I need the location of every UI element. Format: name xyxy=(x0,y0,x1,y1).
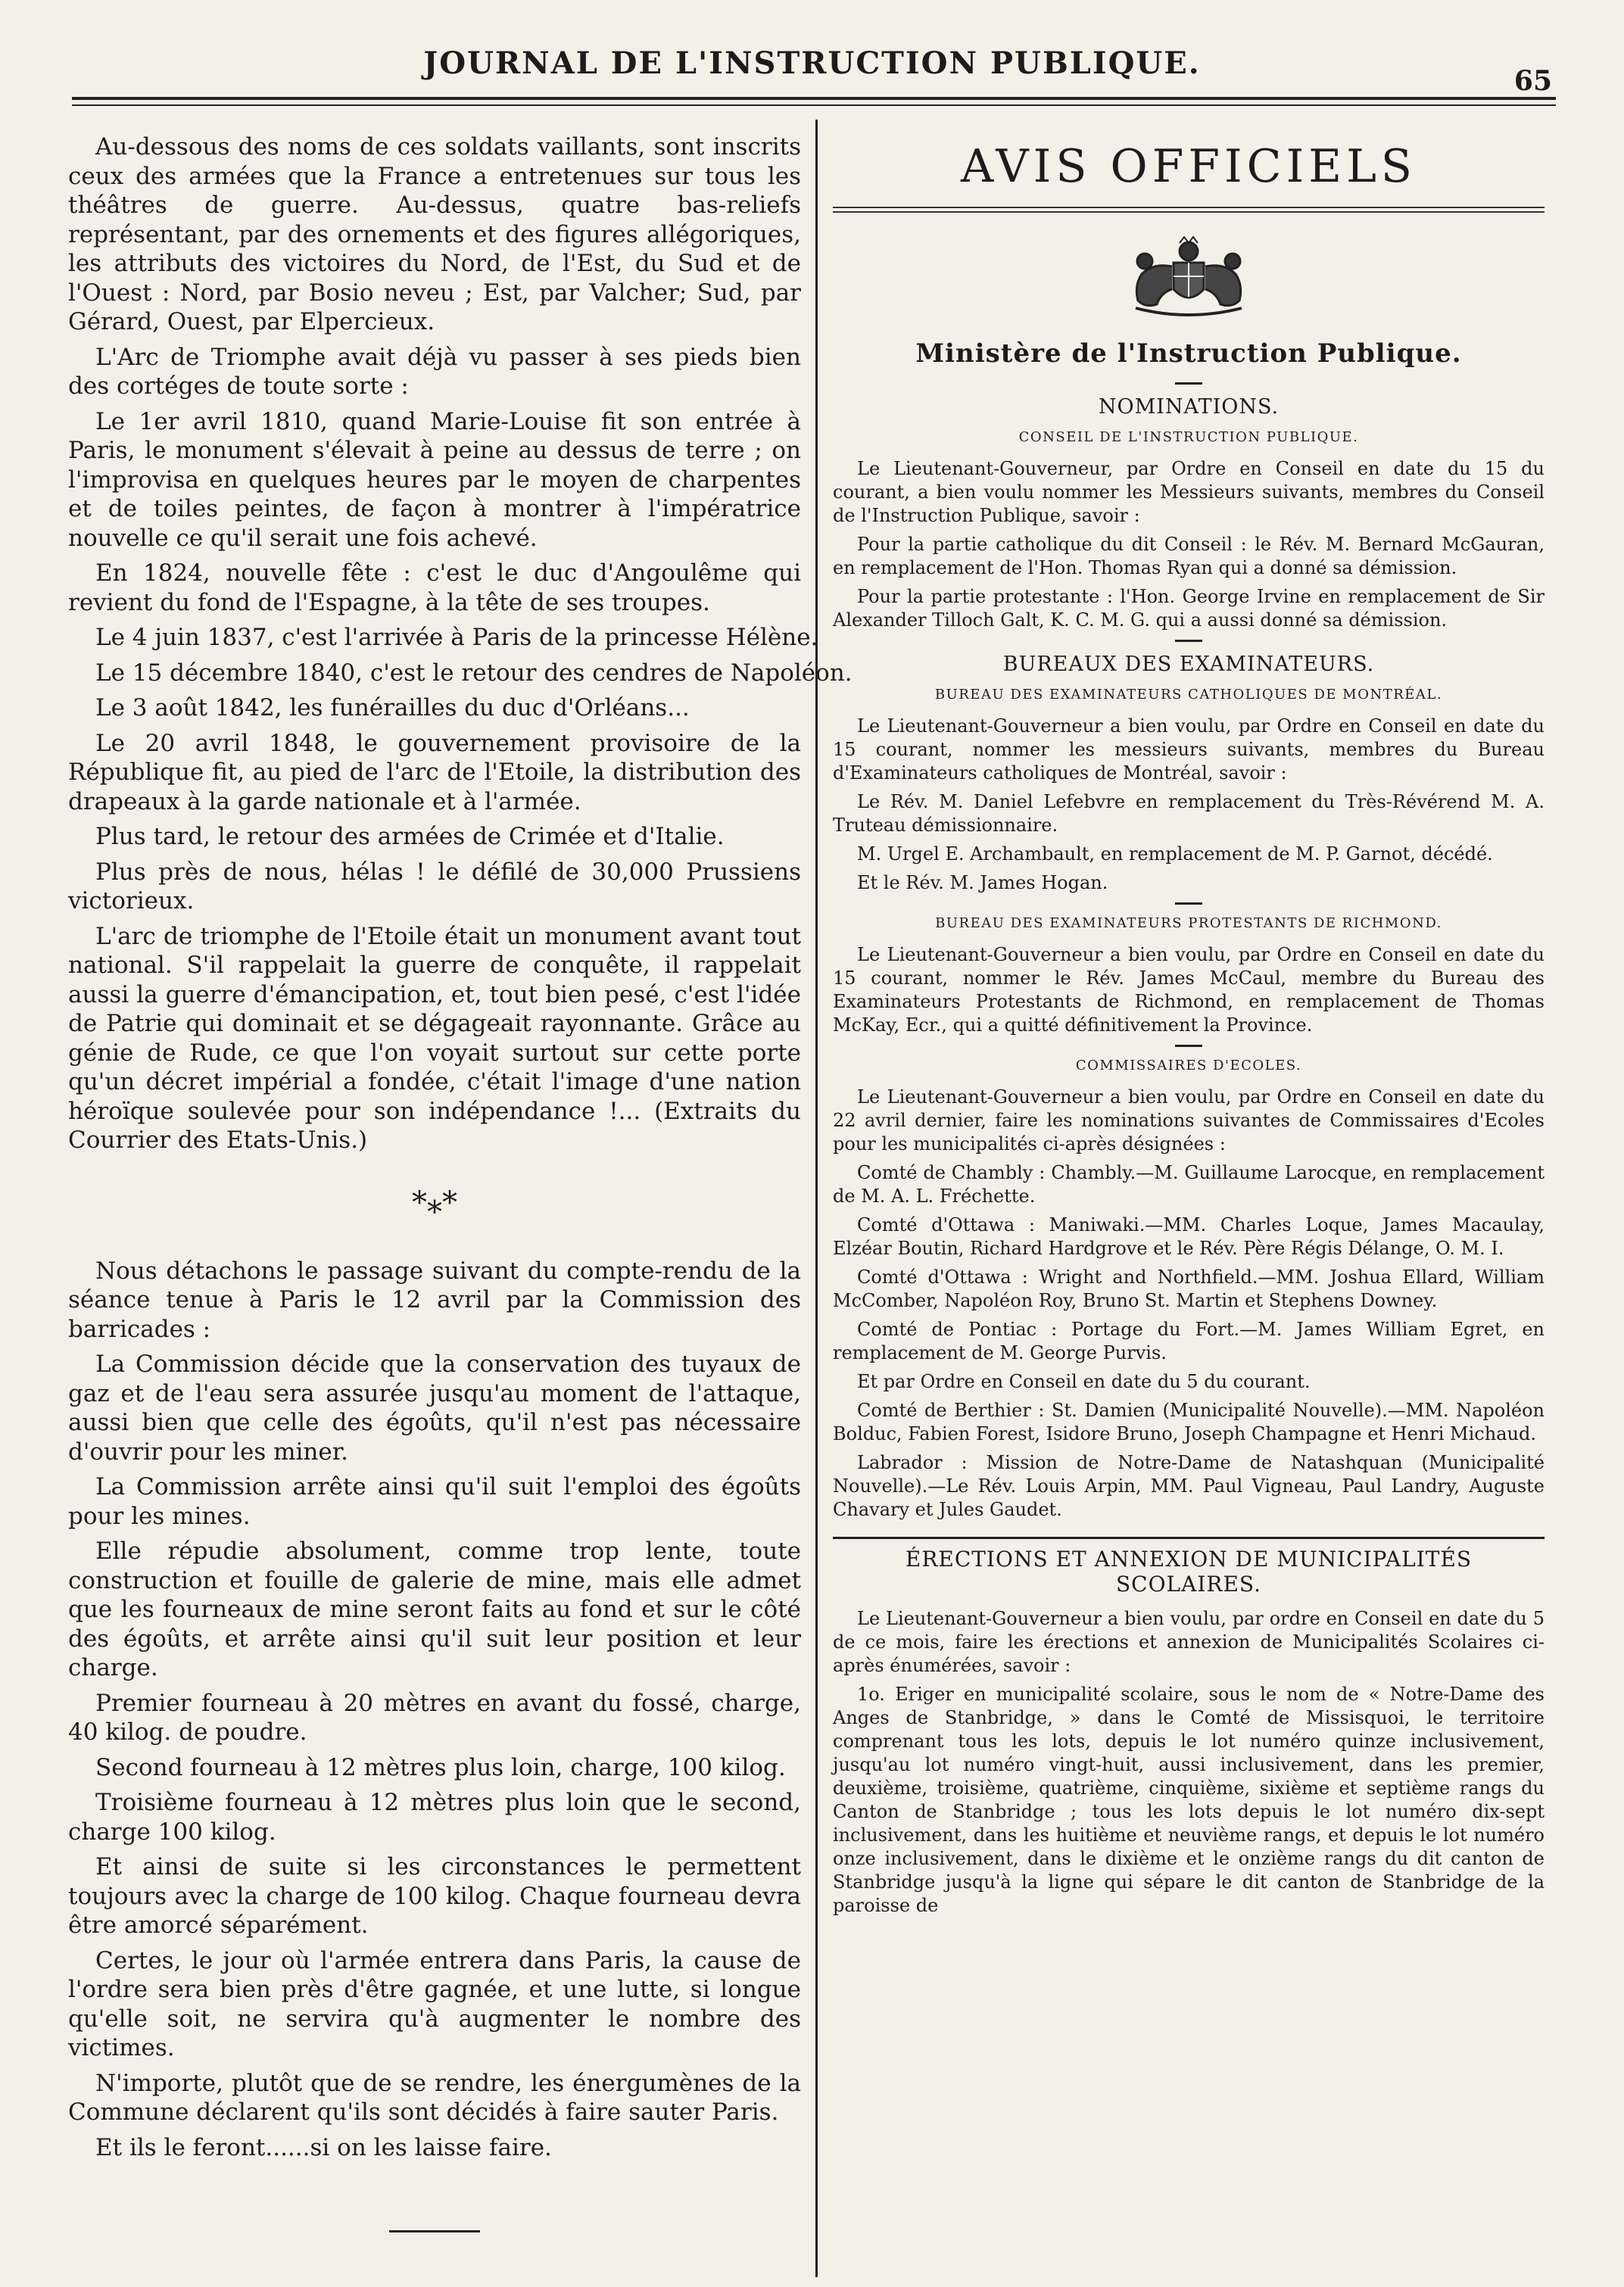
notice-paragraph: 1o. Eriger en municipalité scolaire, sous le nom de « Notre-Dame des Anges de Stanbridge, » dans le Comté de Missisquoi, le territoire comprenant tous les lots, depuis le lot numéro quinze inclusivement, jusqu'au lot numéro vingt-huit, aussi inclusivement, dans les premier, deuxième, troisième, quatrième, cinquième, sixième et septième rangs du Canton de Stanbridge ; tous les lots depuis le lot numéro dix-sept inclusivement, dans les huitième et neuvième rangs, et depuis le lot numéro onze inclusivement, dans le dixième et le onzième rangs du dit canton de Stanbridge jusqu'à la ligne qui sépare le dit canton de Stanbridge de la paroisse de xyxy=(833,1684,1545,1916)
article-paragraph: Plus tard, le retour des armées de Crimée et d'Italie. xyxy=(95,823,725,850)
notice-paragraph: Le Lieutenant-Gouverneur a bien voulu, par Ordre en Conseil en date du 15 courant, nommer les messieurs suivants, membres du Bureau d'Examinateurs catholiques de Montréal, savoir : xyxy=(833,715,1545,784)
notice-paragraph: Le Rév. M. Daniel Lefebvre en remplacement du Très-Révérend M. A. Truteau démissionnaire. xyxy=(833,791,1545,836)
header-rule xyxy=(72,97,1556,100)
section-title-bureaux: BUREAUX DES EXAMINATEURS. xyxy=(1002,653,1375,676)
article-paragraph: Le 15 décembre 1840, c'est le retour des cendres de Napoléon. xyxy=(95,659,853,687)
article-paragraph: Au-dessous des noms de ces soldats vaillants, sont inscrits ceux des armées que la France a entretenues sur tous les théâtres de guerre. Au-dessus, quatre bas-reliefs représentant, par des ornements et des figures allégoriques, les attributs des victoires du Nord, de l'Est, du Sud et de l'Ouest : Nord, par Bosio neveu ; Est, par Valcher; Sud, par Gérard, Ouest, par Elpercieux. xyxy=(68,133,801,335)
subsection-title-conseil: CONSEIL DE L'INSTRUCTION PUBLIQUE. xyxy=(1018,429,1359,445)
section-rule xyxy=(833,1537,1545,1539)
royal-coat-of-arms-icon xyxy=(1113,232,1264,323)
article-paragraph: Second fourneau à 12 mètres plus loin, charge, 100 kilog. xyxy=(95,1753,786,1781)
notice-paragraph: Et le Rév. M. James Hogan. xyxy=(857,872,1108,893)
notice-paragraph: Comté d'Ottawa : Wright and Northfield.—MM. Joshua Ellard, William McComber, Napoléon Roy, Bruno St. Martin et Stephens Downey. xyxy=(833,1267,1545,1311)
notice-paragraph: Comté d'Ottawa : Maniwaki.—MM. Charles Loque, James Macaulay, Elzéar Boutin, Richard Hardgrove et le Rév. Père Régis Délange, O. M. I. xyxy=(833,1214,1545,1259)
notice-paragraph: Comté de Pontiac : Portage du Fort.—M. James William Egret, en remplacement de M. George Purvis. xyxy=(833,1319,1545,1363)
notice-paragraph: Et par Ordre en Conseil en date du 5 du courant. xyxy=(857,1371,1311,1392)
notice-paragraph: Comté de Chambly : Chambly.—M. Guillaume Larocque, en remplacement de M. A. L. Fréchette. xyxy=(833,1162,1545,1207)
notice-paragraph: M. Urgel E. Archambault, en remplacement de M. P. Garnot, décédé. xyxy=(857,843,1493,865)
article-paragraph: Et ainsi de suite si les circonstances le permettent toujours avec la charge de 100 kilog. Chaque fourneau devra être amorcé séparément. xyxy=(68,1853,801,1939)
right-column xyxy=(833,132,1545,1923)
page-number: 65 xyxy=(1513,65,1552,97)
notice-paragraph: Le Lieutenant-Gouverneur a bien voulu, par Ordre en Conseil en date du 22 avril dernier, faire les nominations suivantes de Commissaires d'Ecoles pour les municipalités ci-après désignées : xyxy=(833,1086,1545,1154)
banner-rule xyxy=(833,207,1545,208)
section-title-erections: ÉRECTIONS ET ANNEXION DE MUNICIPALITÉS SCOLAIRES. xyxy=(905,1547,1473,1597)
article-paragraph: Troisième fourneau à 12 mètres plus loin que le second, charge 100 kilog. xyxy=(68,1789,801,1846)
section-separator-stars: *⁎* xyxy=(412,1185,457,1220)
subsection-title-commissaires: COMMISSAIRES D'ECOLES. xyxy=(1075,1058,1302,1073)
article-paragraph: L'arc de triomphe de l'Etoile était un monument avant tout national. S'il rappelait la guerre de conquête, il rappelait aussi la guerre d'émancipation, et, tout bien pesé, c'est l'idée de Patrie qui dominait et se dégageait rayonnante. Grâce au génie de Rude, ce que l'on voyait surtout sur cette porte qu'un décret impérial a fondée, c'était l'image d'une nation héroïque soulevée pour son indépendance !... (Extraits du Courrier des Etats-Unis.) xyxy=(68,922,801,1154)
subsection-title-montreal: BUREAU DES EXAMINATEURS CATHOLIQUES DE MONTRÉAL. xyxy=(934,687,1443,703)
section-dash xyxy=(1175,1045,1202,1047)
article-paragraph: En 1824, nouvelle fête : c'est le duc d'Angoulême qui revient du fond de l'Espagne, à la tête de ses troupes. xyxy=(68,559,801,616)
article-paragraph: Et ils le feront......si on les laisse faire. xyxy=(95,2133,552,2161)
article-paragraph: Certes, le jour où l'armée entrera dans Paris, la cause de l'ordre sera bien près d'être gagnée, et une lutte, si longue qu'elle soit, ne servira qu'à augmenter le nombre des victimes. xyxy=(68,1946,801,2061)
article-paragraph: Premier fourneau à 20 mètres en avant du fossé, charge, 40 kilog. de poudre. xyxy=(68,1689,801,1746)
header-rule-thin xyxy=(72,104,1556,106)
journal-title: JOURNAL DE L'INSTRUCTION PUBLIQUE. xyxy=(423,45,1201,81)
article-paragraph: Le 1er avril 1810, quand Marie-Louise fit son entrée à Paris, le monument s'élevait à peine au dessus de terre ; on l'improvisa en quelques heures par le moyen de charpentes et de toiles peintes, de façon à montrer à l'impératrice nouvelle ce qu'il serait une fois achevé. xyxy=(68,407,801,552)
article-paragraph: Nous détachons le passage suivant du compte-rendu de la séance tenue à Paris le 12 avril par la Commission des barricades : xyxy=(68,1257,801,1343)
page-header xyxy=(72,39,1552,97)
article-paragraph: La Commission décide que la conservation des tuyaux de gaz et de l'eau sera assurée jusqu'au moment de l'attaque, aussi bien que celle des égoûts, qu'il n'est pas nécessaire d'ouvrir pour les miner. xyxy=(68,1351,801,1466)
notice-paragraph: Le Lieutenant-Gouverneur a bien voulu, par ordre en Conseil en date du 5 de ce mois, faire les érections et annexion de Municipalités Scolaires ci-après énumérées, savoir : xyxy=(833,1608,1545,1676)
notice-paragraph: Pour la partie catholique du dit Conseil : le Rév. M. Bernard McGauran, en remplacement de l'Hon. Thomas Ryan qui a donné sa démission. xyxy=(833,534,1545,578)
notice-paragraph: Labrador : Mission de Notre-Dame de Natashquan (Municipalité Nouvelle).—Le Rév. Louis Arpin, MM. Paul Vigneau, Paul Landry, Auguste Chavary et Jules Gaudet. xyxy=(833,1452,1545,1520)
subsection-title-richmond: BUREAU DES EXAMINATEURS PROTESTANTS DE RICHMOND. xyxy=(935,915,1442,931)
article-paragraph: Elle répudie absolument, comme trop lente, toute construction et fouille de galerie de mine, mais elle admet que les fourneaux de mine seront faits au fond et sur le côté des égoûts, et arrête ainsi qu'il suit leur position et leur charge. xyxy=(68,1538,801,1681)
article-paragraph: La Commission arrête ainsi qu'il suit l'emploi des égoûts pour les mines. xyxy=(68,1473,801,1530)
banner-title: AVIS OFFICIELS xyxy=(960,140,1417,193)
notice-paragraph: Pour la partie protestante : l'Hon. George Irvine en remplacement de Sir Alexander Tilloch Galt, K. C. M. G. qui a aussi donné sa démission. xyxy=(833,586,1545,631)
notice-paragraph: Le Lieutenant-Gouverneur, par Ordre en Conseil en date du 15 du courant, a bien voulu nommer les Messieurs suivants, membres du Conseil de l'Instruction Publique, savoir : xyxy=(833,458,1545,526)
notice-paragraph: Le Lieutenant-Gouverneur a bien voulu, par Ordre en Conseil en date du 15 courant, nommer le Rév. James McCaul, membre du Bureau des Examinateurs Protestants de Richmond, en remplacement de Thomas McKay, Ecr., qui a quitté définitivement la Province. xyxy=(833,944,1545,1036)
notice-paragraph: Comté de Berthier : St. Damien (Municipalité Nouvelle).—MM. Napoléon Bolduc, Fabien Forest, Isidore Bruno, Joseph Champagne et Henri Michaud. xyxy=(833,1400,1545,1444)
article-paragraph: L'Arc de Triomphe avait déjà vu passer à ses pieds bien des cortéges de toute sorte : xyxy=(68,343,801,400)
end-rule xyxy=(389,2230,480,2232)
section-dash xyxy=(1175,382,1202,385)
left-column xyxy=(68,132,853,2232)
article-paragraph: N'importe, plutôt que de se rendre, les énergumènes de la Commune déclarent qu'ils sont décidés à faire sauter Paris. xyxy=(68,2069,801,2126)
section-title-nominations: NOMINATIONS. xyxy=(1098,395,1280,419)
article-paragraph: Le 20 avril 1848, le gouvernement provisoire de la République fit, au pied de l'arc de l'Etoile, la distribution des drapeaux à la garde nationale et à l'armée. xyxy=(68,729,801,815)
banner-rule xyxy=(833,211,1545,213)
article-paragraph: Le 4 juin 1837, c'est l'arrivée à Paris de la princesse Hélène. xyxy=(95,624,818,651)
column-divider xyxy=(815,120,818,2277)
ministry-heading: Ministère de l'Instruction Publique. xyxy=(915,338,1462,369)
article-paragraph: Plus près de nous, hélas ! le défilé de 30,000 Prussiens victorieux. xyxy=(68,858,801,914)
article-paragraph: Le 3 août 1842, les funérailles du duc d'Orléans... xyxy=(95,694,690,721)
section-dash xyxy=(1175,640,1202,642)
section-dash xyxy=(1175,902,1202,905)
